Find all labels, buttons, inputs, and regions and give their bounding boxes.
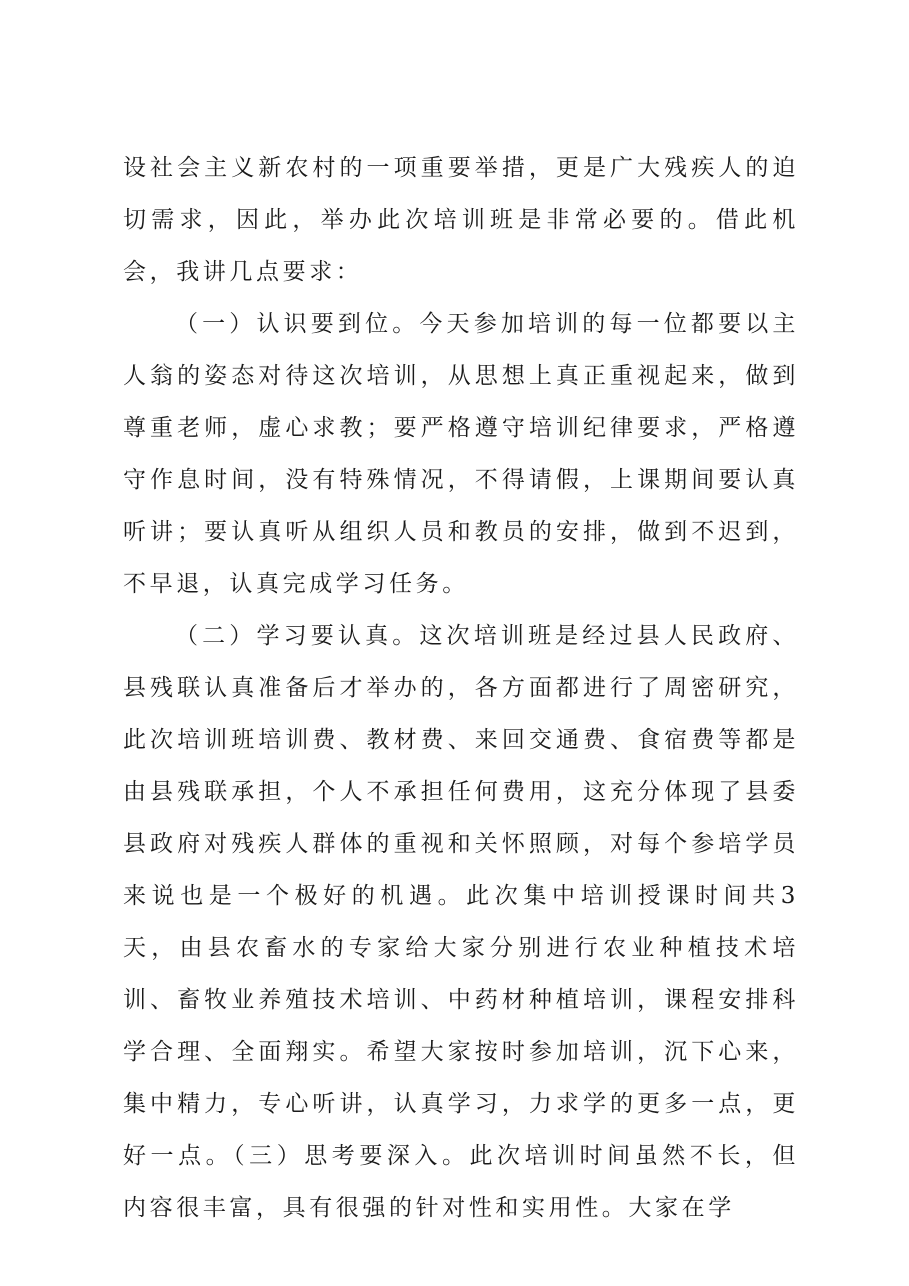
paragraph-section-1: （一）认识要到位。今天参加培训的每一位都要以主人翁的姿态对待这次培训，从思想上真正重视起来，做到尊重老师，虚心求教；要严格遵守培训纪律要求，严格遵守作息时间，没有特殊情况，不得请假，上课期间要认真听讲；要认真听从组织人员和教员的安排，做到不迟到，不早退，认真完成学习任务。 — [123, 311, 799, 597]
document-body — [123, 142, 799, 1234]
paragraph-section-2: （二）学习要认真。这次培训班是经过县人民政府、县残联认真准备后才举办的，各方面都进行了周密研究，此次培训班培训费、教材费、来回交通费、食宿费等都是由县残联承担，个人不承担任何费用，这充分体现了县委县政府对残疾人群体的重视和关怀照顾，对每个参培学员来说也是一个极好的机遇。此次集中培训授课时间共3天，由县农畜水的专家给大家分别进行农业种植技术培训、畜牧业养殖技术培训、中药材种植培训，课程安排科学合理、全面翔实。希望大家按时参加培训，沉下心来，集中精力，专心听讲，认真学习，力求学的更多一点，更好一点。（三）思考要深入。此次培训时间虽然不长，但内容很丰富，具有很强的针对性和实用性。大家在学 — [123, 623, 799, 1221]
paragraph-intro: 设社会主义新农村的一项重要举措，更是广大残疾人的迫切需求，因此，举办此次培训班是非常必要的。借此机会，我讲几点要求： — [123, 155, 799, 285]
